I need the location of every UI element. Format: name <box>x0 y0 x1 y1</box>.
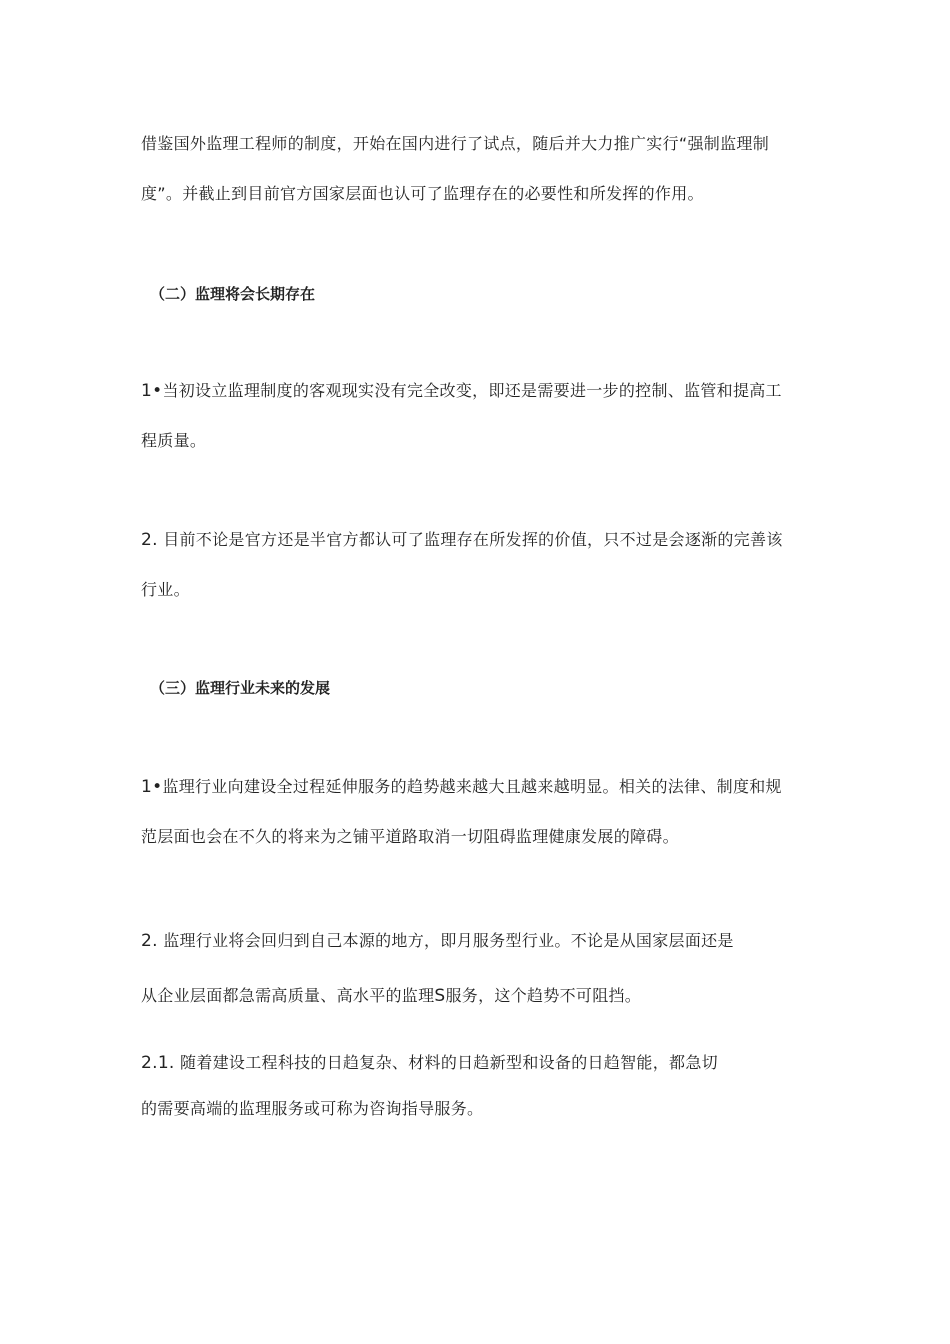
item-text: 从企业层面都急需高质量、高水平的监理 <box>141 986 435 1005</box>
list-item-line <box>141 380 782 402</box>
paragraph-line: 借鉴国外监理工程师的制度，开始在国内进行了试点，随后并大力推广实行“强制监理制 <box>141 134 769 153</box>
section-heading-3: （三）监理行业未来的发展 <box>150 679 331 697</box>
item-text: 监理行业向建设全过程延伸服务的趋势越来越大且越来越明显。相关的法律、制度和规 <box>162 777 782 796</box>
item-text: 服务，这个趋势不可阻挡。 <box>445 986 642 1005</box>
item-text: 目前不论是官方还是半官方都认可了监理存在所发挥的价值，只不过是会逐渐的完善该 <box>157 530 783 549</box>
list-item-line: 行业。 <box>141 580 190 599</box>
item-number: 2.1. <box>141 1053 175 1073</box>
item-number: 1• <box>141 381 163 401</box>
item-text: 监理行业将会回归到自己本源的地方，即月服务型行业。不论是从国家层面还是 <box>157 931 734 950</box>
item-number: 1• <box>141 777 163 797</box>
item-letter: S <box>434 986 446 1006</box>
item-text: 随着建设工程科技的日趋复杂、材料的日趋新型和设备的日趋智能，都急切 <box>174 1053 718 1072</box>
list-item-line <box>141 529 783 551</box>
list-item-line: 范层面也会在不久的将来为之铺平道路取消一切阻碍监理健康发展的障碍。 <box>141 827 679 846</box>
list-item-line <box>141 985 641 1007</box>
paragraph-line: 度”。并截止到目前官方国家层面也认可了监理存在的必要性和所发挥的作用。 <box>141 184 704 203</box>
item-number: 2. <box>141 530 158 550</box>
list-item-line <box>141 1052 718 1074</box>
list-item-line: 程质量。 <box>141 431 207 450</box>
item-text: 当初设立监理制度的客观现实没有完全改变，即还是需要进一步的控制、监管和提高工 <box>162 381 782 400</box>
list-item-line: 的需要高端的监理服务或可称为咨询指导服务。 <box>141 1099 484 1118</box>
item-number: 2. <box>141 931 158 951</box>
section-heading-2: （二）监理将会长期存在 <box>150 285 316 303</box>
list-item-line <box>141 930 734 952</box>
list-item-line <box>141 776 782 798</box>
